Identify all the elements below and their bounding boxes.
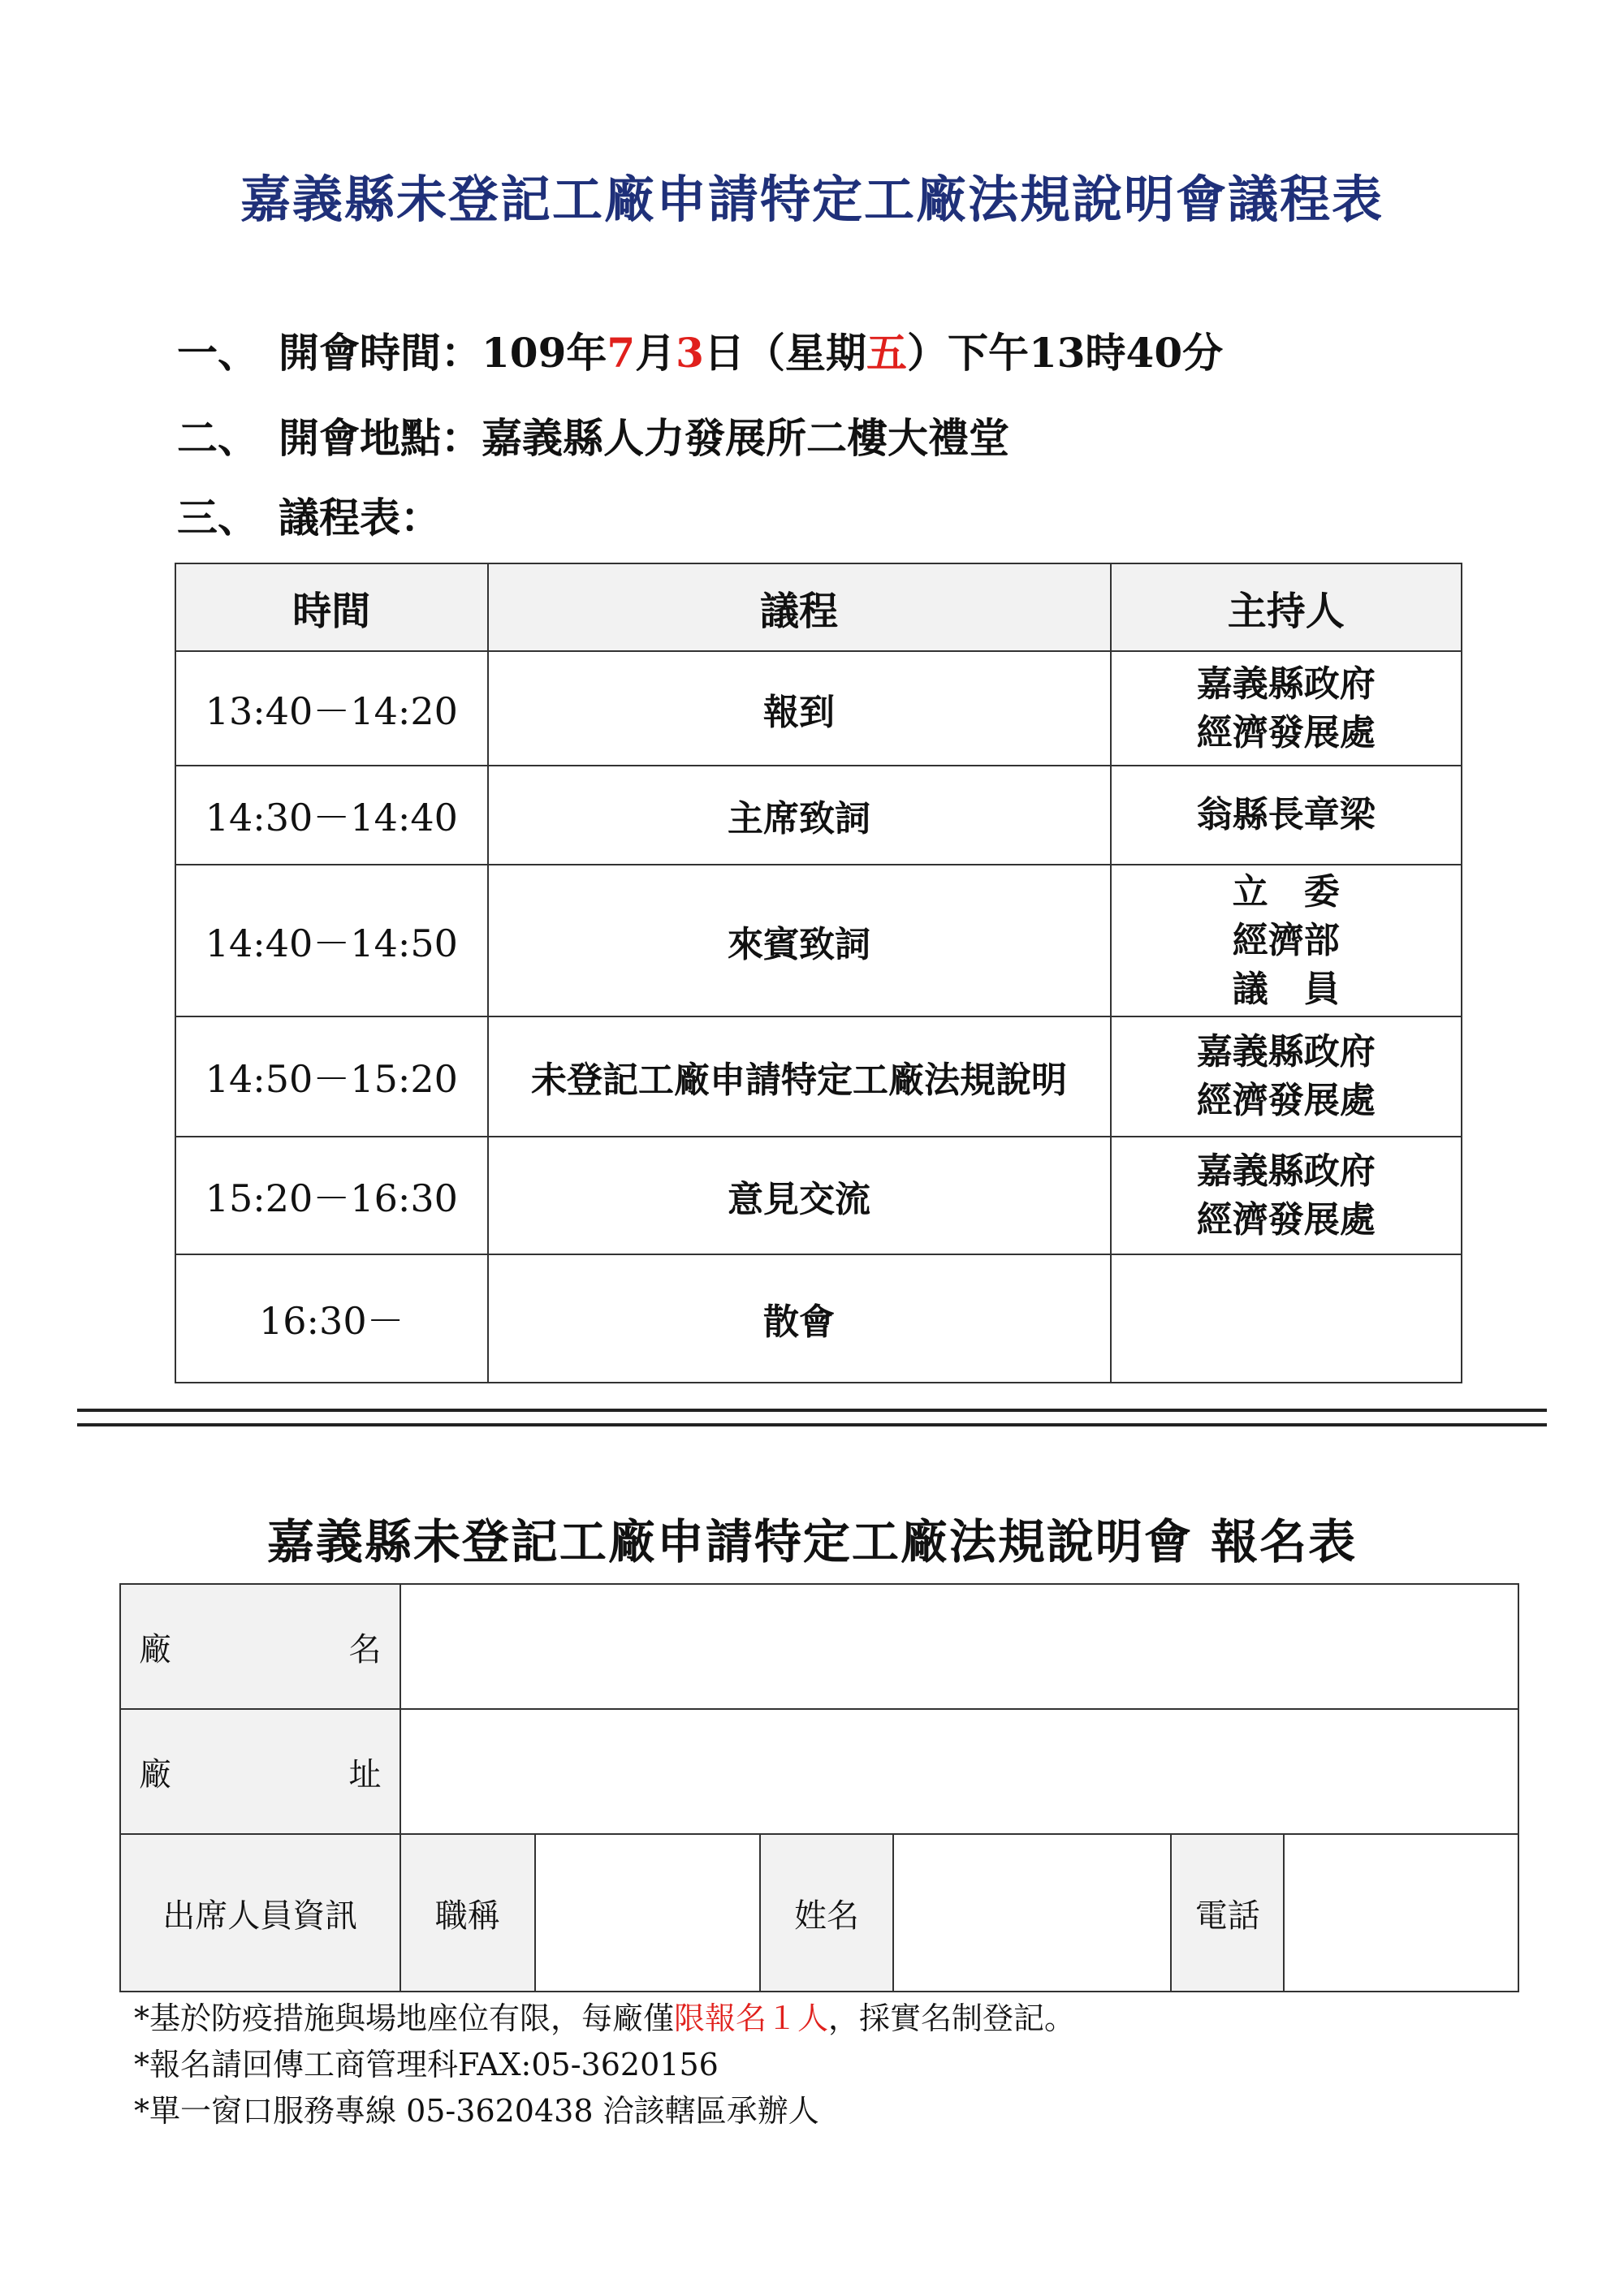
row-host <box>1111 766 1462 865</box>
row-item: 散會 <box>488 1254 1111 1383</box>
job-title-field[interactable] <box>535 1834 760 1992</box>
host-line: 立 委 <box>1232 870 1340 913</box>
meeting-year: 109年 <box>482 329 607 377</box>
meeting-time-rest: ）下午13時40分 <box>906 329 1224 377</box>
day-unit: 日（星期 <box>703 329 866 377</box>
row-host <box>1111 1016 1462 1137</box>
row-time: 15:20－16:30 <box>175 1137 488 1254</box>
factory-name-field[interactable] <box>400 1584 1518 1709</box>
note-text: ，採實名制登記。 <box>828 2000 1076 2036</box>
row-item: 報到 <box>488 651 1111 766</box>
host-line: 經濟發展處 <box>1196 1080 1376 1121</box>
meeting-place-value: 嘉義縣人力發展所二樓大禮堂 <box>482 414 1009 462</box>
header-host: 主持人 <box>1111 563 1462 651</box>
row-time: 13:40－14:20 <box>175 651 488 766</box>
item-number: 二、 <box>177 414 258 462</box>
row-item: 主席致詞 <box>488 766 1111 865</box>
host-line: 嘉義縣政府 <box>1196 1031 1376 1072</box>
document-title: 嘉義縣未登記工廠申請特定工廠法規說明會議程表 <box>240 170 1384 229</box>
host-line: 經濟發展處 <box>1196 1198 1376 1241</box>
note-text: *基於防疫措施與場地座位有限，每廠僅 <box>134 2000 675 2036</box>
meeting-month: 7 <box>607 329 636 377</box>
row-time: 16:30－ <box>175 1254 488 1383</box>
factory-address-row <box>120 1709 1518 1834</box>
host-line: 嘉義縣政府 <box>1196 1150 1376 1192</box>
factory-address-field[interactable] <box>400 1709 1518 1834</box>
agenda-heading-label: 議程表： <box>279 494 441 542</box>
factory-name-row <box>120 1584 1518 1709</box>
row-host <box>1111 1137 1462 1254</box>
header-item: 議程 <box>488 563 1111 651</box>
row-host <box>1111 1254 1462 1383</box>
note-fax: *報名請回傳工商管理科FAX:05-3620156 <box>134 2047 719 2082</box>
agenda-row <box>175 865 1462 1016</box>
phone-label: 電話 <box>1171 1834 1284 1992</box>
double-line-divider <box>77 1409 1547 1426</box>
label-char: 址 <box>348 1755 382 1793</box>
host-line: 翁縣長章梁 <box>1196 794 1376 835</box>
row-host <box>1111 651 1462 766</box>
agenda-row <box>175 1254 1462 1383</box>
agenda-row <box>175 1016 1462 1137</box>
agenda-row <box>175 766 1462 865</box>
row-item: 未登記工廠申請特定工廠法規說明 <box>488 1016 1111 1137</box>
agenda-heading-line <box>177 486 441 544</box>
agenda-row <box>175 651 1462 766</box>
label-char: 名 <box>348 1630 382 1668</box>
meeting-weekday: 五 <box>866 329 907 377</box>
label-char: 廠 <box>139 1755 171 1793</box>
job-title-label: 職稱 <box>400 1834 535 1992</box>
form-title: 嘉義縣未登記工廠申請特定工廠法規說明會 報名表 <box>266 1514 1358 1569</box>
phone-field[interactable] <box>1284 1834 1518 1992</box>
month-unit: 月 <box>635 329 676 377</box>
attendee-label: 出席人員資訊 <box>120 1834 400 1992</box>
note-hotline: *單一窗口服務專線 05-3620438 洽該轄區承辦人 <box>134 2093 819 2129</box>
note-limit <box>134 1993 1075 2038</box>
meeting-day: 3 <box>676 329 704 377</box>
meeting-place-line <box>177 406 1009 464</box>
name-label: 姓名 <box>760 1834 893 1992</box>
item-number: 一、 <box>177 329 258 377</box>
meeting-time-line <box>177 321 1223 379</box>
agenda-header-row <box>175 563 1462 651</box>
attendee-row <box>120 1834 1518 1992</box>
host-line: 嘉義縣政府 <box>1196 662 1376 705</box>
header-time: 時間 <box>175 563 488 651</box>
factory-address-label <box>120 1709 400 1834</box>
factory-name-label <box>120 1584 400 1709</box>
item-number: 三、 <box>177 494 258 542</box>
name-field[interactable] <box>893 1834 1171 1992</box>
label-char: 廠 <box>139 1630 171 1668</box>
host-line: 經濟發展處 <box>1196 711 1376 753</box>
row-time: 14:40－14:50 <box>175 865 488 1016</box>
row-item: 意見交流 <box>488 1137 1111 1254</box>
row-time: 14:50－15:20 <box>175 1016 488 1137</box>
agenda-table <box>175 563 1462 1383</box>
row-host <box>1111 865 1462 1016</box>
note-highlight: 限報名１人 <box>674 2000 829 2036</box>
row-time: 14:30－14:40 <box>175 766 488 865</box>
registration-form <box>119 1583 1519 1992</box>
host-line: 經濟部 <box>1232 919 1340 961</box>
agenda-row <box>175 1137 1462 1254</box>
host-line: 議 員 <box>1232 968 1340 1010</box>
meeting-place-label: 開會地點： <box>279 414 482 462</box>
meeting-time-label: 開會時間： <box>279 329 482 377</box>
row-item: 來賓致詞 <box>488 865 1111 1016</box>
